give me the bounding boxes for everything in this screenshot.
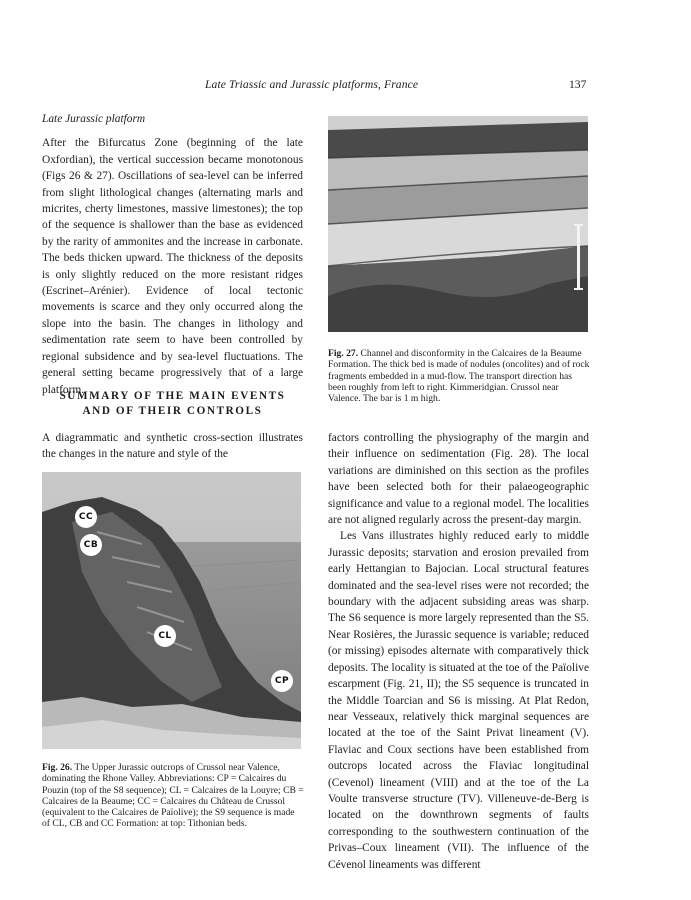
label-cc: CC	[75, 506, 97, 528]
figure-26-photo	[42, 472, 301, 749]
right-column-text	[328, 430, 589, 873]
label-cl: CL	[154, 625, 176, 647]
running-head-title: Late Triassic and Jurassic platforms, France	[205, 78, 419, 91]
figure-26-caption-text: The Upper Jurassic outcrops of Crussol near Valence, dominating the Rhone Valley. Abbreviations: CP = Calcaires du Pouzin (top of the S8 sequence); CL = Calcaires de la Louyre; CB = Calcaires de la Beaume; CC = Calcaires du Château de Crussol (equivalent to the Calcaires de Païolive); the S9 sequence is made of CL, CB and CC Formation: at top: Tithonian beds.	[42, 762, 304, 830]
section-title-line1: SUMMARY OF THE MAIN EVENTS	[59, 390, 286, 402]
left-column-top	[42, 111, 303, 398]
label-cb: CB	[80, 534, 102, 556]
section-title-line2: AND OF THEIR CONTROLS	[82, 405, 263, 417]
paragraph-les-vans: Les Vans illustrates highly reduced early to middle Jurassic deposits; starvation and erosion prevailed from early Hettangian to Bajocian. Local structural features dominated and the sea-level rises were not recorded; the boundary with the adjacent subsiding areas was sharp. The S6 sequence is more largely represented than the S5. Near Rosières, the Jurassic sequence is variable; reduced (or missing) episodes alternate with comparatively thick deposits. The locality is situated at the toe of the Païolive escarpment (Fig. 21, II); the S5 sequence is truncated in the Middle Toarcian and S6 is missing. At Plat Redon, near Vesseaux, relatively thick marginal sequences are located at the toe of the Saint Privat lineament (V). Flaviac and Coux sections have been established from outcrops located across the Flaviac longitudinal (Cevenol) lineament (VIII) and at the toe of the La Voulte transverse structure (TV). Villeneuve-de-Berg is located on the downthrown segments of faults corresponding to the southwestern continuation of the Privas–Coux lineament (VII). The influence of the Cévenol lineaments was different	[328, 530, 589, 871]
paragraph-physiography: factors controlling the physiography of the margin and their influence on sedimentation (Fig. 28). The local variations are diminished on this section as the profiles have been selected both for their palaeogeographic significance and value to a regional model. The localities are not aligned regularly across the present-day margin.	[328, 432, 589, 527]
channel-disconformity-image	[328, 116, 588, 332]
figure-27-caption-label: Fig. 27.	[328, 348, 359, 359]
label-cp: CP	[271, 670, 293, 692]
paragraph-summary-intro: A diagrammatic and synthetic cross-section illustrates the changes in the nature and style of the	[42, 432, 303, 461]
figure-27-caption-text: Channel and disconformity in the Calcaires de la Beaume Formation. The thick bed is made of nodules (oncolites) and of rock fragments embedded in a mud-flow. The transport direction has been roughly from left to right. Kimmeridgian. Crussol near Valence. The bar is 1 m high.	[328, 348, 590, 405]
subheading-late-jurassic: Late Jurassic platform	[42, 113, 146, 125]
left-column-summary	[42, 430, 303, 463]
figure-27-caption	[328, 348, 590, 404]
paragraph-late-jurassic: After the Bifurcatus Zone (beginning of the late Oxfordian), the vertical succession became monotonous (Figs 26 & 27). Oscillations of sea-level can be inferred from slight lithological changes (alternating marls and micrites, cherty limestones, massive limestones); the top of the sequence is shallower than the base as evidenced by the rarity of ammonites and the increase in carbonate. The beds thicken upward. The thickness of the deposits is only slightly reduced on the more resistant ridges (Escrinet–Arénier). Evidence of local tectonic movements is scarce and they only occurred along the slope into the basin. The changes in lithology and sedimentation rate seem to have been controlled by regional subsidence and by sea-level fluctuations. The general setting became progressively that of a large platform.	[42, 137, 303, 396]
figure-27-photo	[328, 116, 588, 332]
page-number: 137	[569, 78, 587, 91]
figure-26-caption-label: Fig. 26.	[42, 762, 73, 773]
section-heading	[42, 389, 303, 419]
figure-26-caption	[42, 762, 304, 830]
